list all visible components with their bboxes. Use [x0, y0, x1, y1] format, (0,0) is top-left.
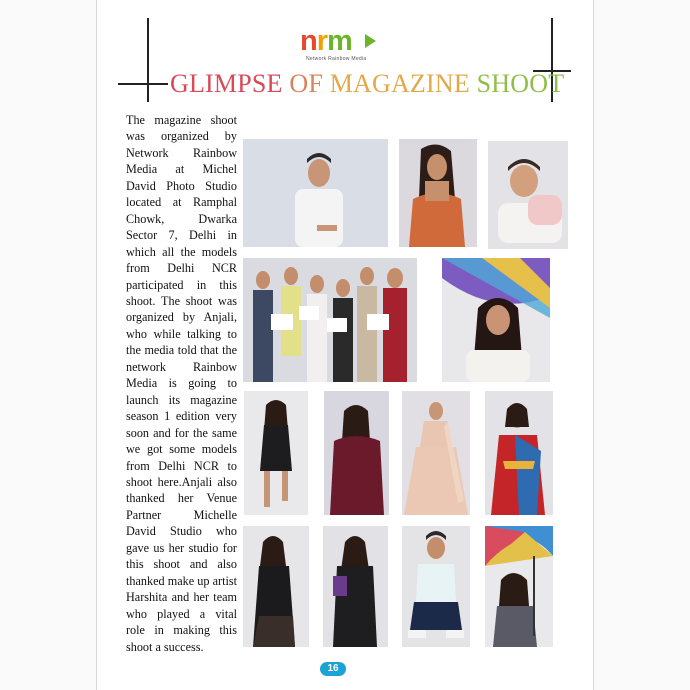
- page-number-badge: 16: [320, 662, 346, 676]
- photo-group-with-certificates: [243, 258, 417, 382]
- photo-woman-black-gown: [243, 526, 309, 647]
- nrm-logo: [300, 26, 380, 66]
- logo-tagline: Network Rainbow Media: [306, 56, 367, 62]
- photo-woman-maroon-outfit: [324, 391, 389, 515]
- play-icon: [365, 34, 376, 48]
- photo-man-crouching: [402, 526, 470, 647]
- photo-woman-peach-lehenga: [402, 391, 470, 515]
- photo-man-white-shirt: [243, 139, 388, 247]
- title-part-2: OF: [289, 69, 330, 98]
- photo-child-on-blanket: [488, 141, 568, 249]
- photo-woman-with-rainbow-umbrella: [442, 258, 550, 382]
- photo-woman-holding-magazine: [323, 526, 388, 647]
- title-part-4: SHOOT: [476, 69, 565, 98]
- photo-woman-orange-dress: [399, 139, 477, 247]
- title-part-1: GLIMPSE: [170, 69, 290, 98]
- right-margin: [593, 0, 690, 690]
- photo-woman-rainbow-umbrella-2: [485, 526, 553, 647]
- photo-woman-black-dress-sitting: [244, 391, 308, 515]
- logo-wordmark: nrm: [300, 25, 352, 57]
- crop-mark-left-horizontal: [118, 83, 168, 85]
- article-body: The magazine shoot was organized by Network Rainbow Media at Michel David Photo Studio located at Ramphal Chowk, Dwarka Sector 7, Delhi in which all the models from Delhi NCR participated in this shoot. The shoot was organized by Anjali, who while talking to the media told that the network Rainbow Media is going to launch its magazine season 1 edition very soon and for the same we got some models from Delhi NCR to shoot here.Anjali also thanked her Venue Partner Michelle David Studio who gave us her studio for this shoot and also thanked make up artist Harshita and her team who played a vital role in making this shoot a success.: [126, 113, 237, 654]
- page-title: [170, 69, 564, 99]
- left-margin: [0, 0, 97, 690]
- crop-mark-left-vertical: [147, 18, 149, 102]
- title-part-3: MAGAZINE: [329, 69, 477, 98]
- photo-woman-red-saree: [485, 391, 553, 515]
